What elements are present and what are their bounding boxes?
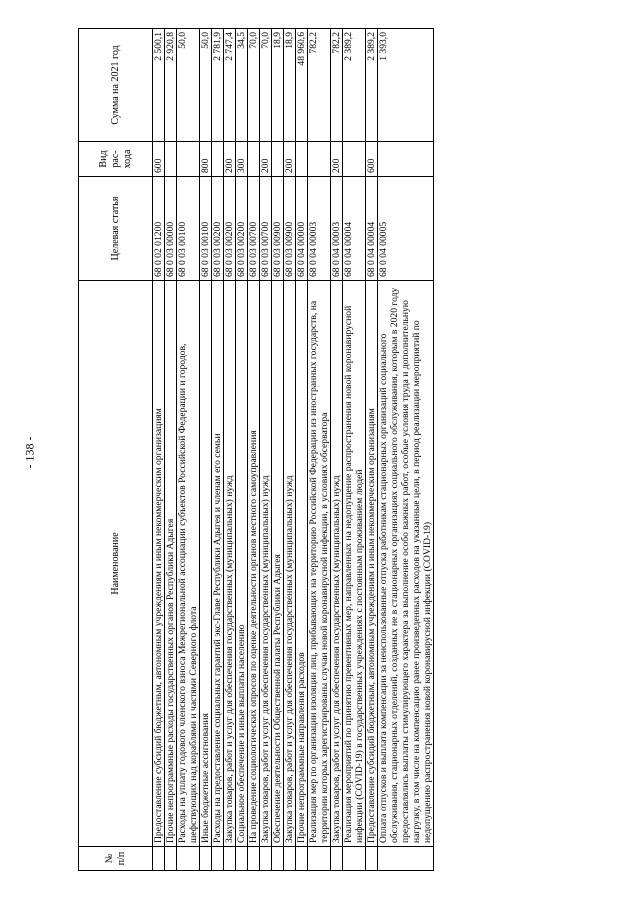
table-row — [200, 29, 212, 871]
table-row — [248, 29, 260, 871]
row-code: 68 0 03 00700 — [260, 177, 272, 281]
row-code: 68 0 03 00100 — [177, 177, 200, 281]
row-vid: 200 — [260, 142, 272, 177]
row-num — [284, 847, 296, 871]
row-sum: 2 389,2 — [366, 29, 378, 142]
row-code: 68 0 03 00200 — [224, 177, 236, 281]
row-code: 68 0 04 00003 — [331, 177, 343, 281]
row-sum: 50,0 — [177, 29, 200, 142]
row-sum: 48 960,6 — [296, 29, 308, 142]
row-vid: 200 — [331, 142, 343, 177]
table-row — [236, 29, 248, 871]
row-name: Обеспечение деятельности Общественной палаты Республики Адыгея — [272, 281, 284, 847]
row-sum: 18,9 — [272, 29, 284, 142]
table-row — [378, 29, 434, 871]
row-vid — [165, 142, 177, 177]
row-name: Иные бюджетные ассигнования — [200, 281, 212, 847]
row-vid: 600 — [153, 142, 165, 177]
row-code: 68 0 03 00000 — [165, 177, 177, 281]
row-sum: 782,2 — [331, 29, 343, 142]
row-vid: 200 — [284, 142, 296, 177]
budget-table — [78, 28, 434, 871]
row-code: 68 0 04 00004 — [343, 177, 366, 281]
row-name: Расходы на предоставление социальных гарантий экс-Главе Республики Адыгея и членам его семьи — [212, 281, 224, 847]
row-vid — [212, 142, 224, 177]
rotated-table-container — [78, 29, 626, 871]
row-sum: 782,2 — [308, 29, 331, 142]
row-num — [260, 847, 272, 871]
row-code: 68 0 04 00000 — [296, 177, 308, 281]
row-code: 68 0 04 00004 — [366, 177, 378, 281]
row-name: Реализация мероприятий по принятию превентивных мер, направленных на недопущение распространения новой коронавирусной инфекции (COVID-19) в государственных учреждениях с постоянным проживанием людей — [343, 281, 366, 847]
table-row — [165, 29, 177, 871]
row-name: Оплата отпусков и выплата компенсации за неиспользованные отпуска работникам стационарных организаций социального обслуживания, стационарных отделений, созданных не в стационарных организациях социального обслуживания, которым в 2020 году предоставлялись выплаты стимулирующего характера за выполнение особо важных работ, особые условия труда и дополнительную нагрузку, в том числе на компенсацию ранее произведенных расходов на указанные цели, в период реализации мероприятий по недопущению распространения новой коронавирусной инфекции (COVID-19) — [378, 281, 434, 847]
table-row — [177, 29, 200, 871]
row-vid — [296, 142, 308, 177]
table-row — [331, 29, 343, 871]
row-sum: 2 920,8 — [165, 29, 177, 142]
row-vid — [272, 142, 284, 177]
row-sum: 2 781,9 — [212, 29, 224, 142]
row-num — [165, 847, 177, 871]
row-name: Реализация мер по организации изоляции лиц, прибывающих на территорию Российской Федерации из иностранных государств, на территории которых зарегистрированы случаи новой коронавирусной инфекции, в условиях обсерватора — [308, 281, 331, 847]
row-vid: 200 — [224, 142, 236, 177]
table-row — [308, 29, 331, 871]
row-name: Предоставление субсидий бюджетным, автономным учреждениям и иным некоммерческим организациям — [153, 281, 165, 847]
row-sum: 70,0 — [248, 29, 260, 142]
row-sum: 2 500,1 — [153, 29, 165, 142]
row-num — [200, 847, 212, 871]
header-vid: Вид рас-хода — [79, 142, 153, 177]
table-row — [343, 29, 366, 871]
table-row — [212, 29, 224, 871]
row-name: Расходы на уплату годового членского взноса Межрегиональной ассоциации субъектов Российской Федерации и городов, шефствующих над кораблями и частями Северного флота — [177, 281, 200, 847]
row-code: 68 0 04 00005 — [378, 177, 434, 281]
row-code: 68 0 03 00700 — [248, 177, 260, 281]
row-vid: 600 — [366, 142, 378, 177]
row-sum: 34,5 — [236, 29, 248, 142]
row-num — [224, 847, 236, 871]
row-num — [343, 847, 366, 871]
row-name: Закупка товаров, работ и услуг для обеспечения государственных (муниципальных) нужд — [331, 281, 343, 847]
row-name: Прочие непрограммные направления расходов — [296, 281, 308, 847]
row-num — [366, 847, 378, 871]
row-sum: 2 747,4 — [224, 29, 236, 142]
row-num — [378, 847, 434, 871]
row-vid: 800 — [200, 142, 212, 177]
row-name: Предоставление субсидий бюджетным, автономным учреждениям и иным некоммерческим организациям — [366, 281, 378, 847]
row-vid — [378, 142, 434, 177]
table-row — [272, 29, 284, 871]
row-name: Закупка товаров, работ и услуг для обеспечения государственных (муниципальных) нужд — [224, 281, 236, 847]
table-row — [260, 29, 272, 871]
row-num — [236, 847, 248, 871]
row-vid — [248, 142, 260, 177]
table-row — [153, 29, 165, 871]
row-sum: 2 389,2 — [343, 29, 366, 142]
row-num — [177, 847, 200, 871]
row-num — [212, 847, 224, 871]
table-row — [284, 29, 296, 871]
table-body — [153, 29, 434, 871]
page-number — [0, 0, 60, 905]
row-code: 68 0 02 01200 — [153, 177, 165, 281]
header-code: Целевая статья — [79, 177, 153, 281]
table-row — [224, 29, 236, 871]
table-header-row — [79, 29, 153, 871]
header-name: Наименование — [79, 281, 153, 847]
row-num — [248, 847, 260, 871]
page-number-text: - 138 - — [22, 436, 37, 469]
row-sum: 1 393,0 — [378, 29, 434, 142]
row-sum: 70,0 — [260, 29, 272, 142]
row-name: На проведение социологических опросов по оценке деятельности органов местного самоуправления — [248, 281, 260, 847]
row-code: 68 0 03 00900 — [284, 177, 296, 281]
header-num: № п/п — [79, 847, 153, 871]
row-code: 68 0 03 00900 — [272, 177, 284, 281]
row-num — [296, 847, 308, 871]
row-code: 68 0 03 00200 — [236, 177, 248, 281]
row-code: 68 0 04 00003 — [308, 177, 331, 281]
header-sum: Сумма на 2021 год — [79, 29, 153, 142]
row-vid — [308, 142, 331, 177]
row-code: 68 0 03 00200 — [212, 177, 224, 281]
row-sum: 18,9 — [284, 29, 296, 142]
row-sum: 50,0 — [200, 29, 212, 142]
table-row — [296, 29, 308, 871]
row-vid — [343, 142, 366, 177]
row-vid — [177, 142, 200, 177]
row-name: Закупка товаров, работ и услуг для обеспечения государственных (муниципальных) нужд — [284, 281, 296, 847]
row-num — [308, 847, 331, 871]
row-num — [272, 847, 284, 871]
row-name: Закупка товаров, работ и услуг для обеспечения государственных (муниципальных) нужд — [260, 281, 272, 847]
table-row — [366, 29, 378, 871]
row-vid: 300 — [236, 142, 248, 177]
row-num — [153, 847, 165, 871]
row-name: Прочие непрограммные расходы государственных органов Республики Адыгея — [165, 281, 177, 847]
row-name: Социальное обеспечение и иные выплаты населению — [236, 281, 248, 847]
row-num — [331, 847, 343, 871]
row-code: 68 0 03 00100 — [200, 177, 212, 281]
